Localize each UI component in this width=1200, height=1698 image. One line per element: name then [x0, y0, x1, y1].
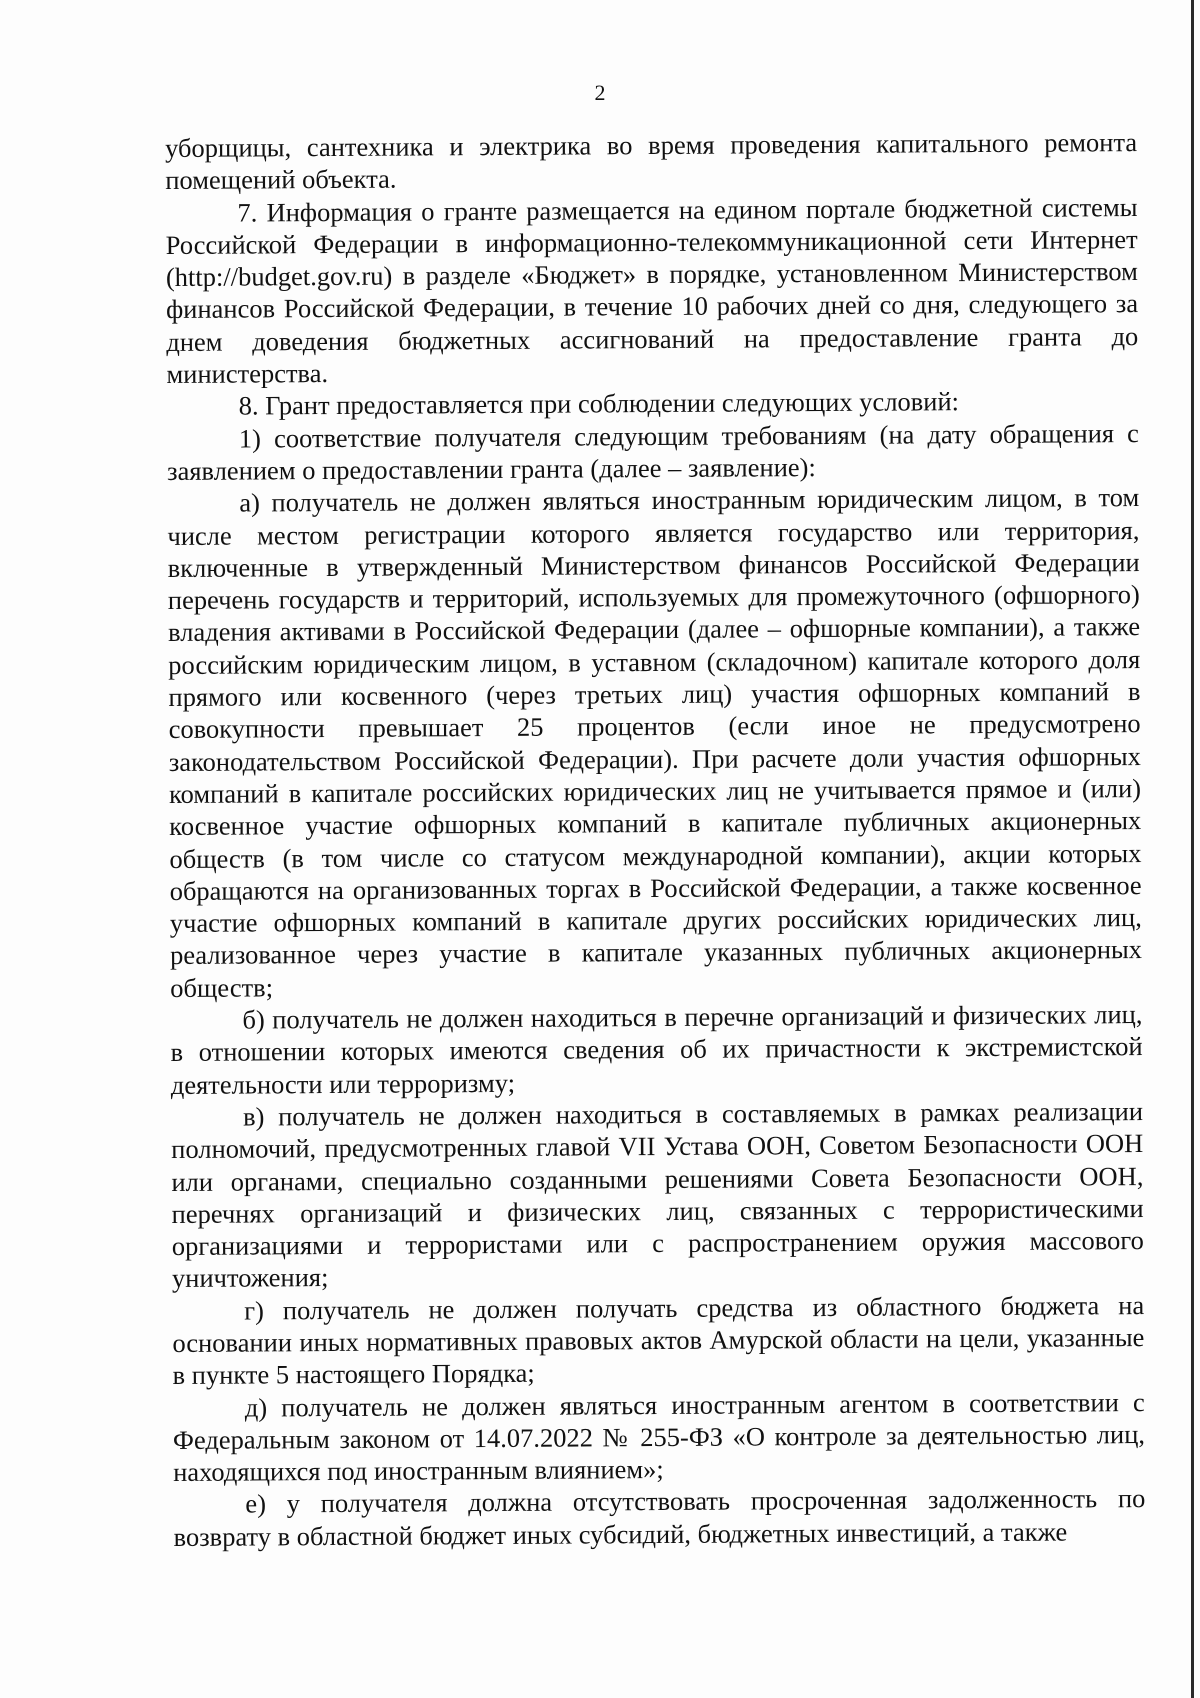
paragraph-subitem-1: 1) соответствие получателя следующим требованиям (на дату обращения с заявлением о предоставлении гранта (далее – заявление):	[166, 417, 1139, 486]
paragraph-subitem-b: б) получатель не должен находиться в перечне организаций и физических лиц, в отношении которых имеются сведения об их причастности к экстремистской деятельности или терроризму;	[170, 999, 1143, 1100]
page-number: 2	[594, 80, 606, 105]
paragraph-continuation: уборщицы, сантехника и электрика во время проведения капитального ремонта помещений объекта.	[165, 127, 1138, 196]
paragraph-item-7: 7. Информация о гранте размещается на едином портале бюджетной системы Российской Федерации в информационно-телекоммуникационной сети Интернет (http://budget.gov.ru) в разделе «Бюджет» в порядке, установленном Министерством финансов Российской Федерации, в течение 10 рабочих дней со дня, следующего за днем доведения бюджетных ассигнований на предоставление гранта до министерства.	[165, 191, 1139, 390]
paragraph-subitem-d: д) получатель не должен являться иностранным агентом в соответствии с Федеральным законом от 14.07.2022 № 255-ФЗ «О контроле за деятельностью лиц, находящихся под иностранным влиянием»;	[172, 1386, 1146, 1488]
paragraph-subitem-e: е) у получателя должна отсутствовать просроченная задолженность по возврату в областной бюджет иных субсидий, бюджетных инвестиций, а также	[173, 1483, 1146, 1552]
scan-edge-line	[1191, 0, 1194, 1698]
paragraph-subitem-g: г) получатель не должен получать средства из областного бюджета на основании иных нормативных правовых актов Амурской области на цели, указанные в пункте 5 настоящего Порядка;	[172, 1289, 1145, 1391]
paragraph-item-8: 8. Грант предоставляется при соблюдении следующих условий:	[238, 386, 960, 421]
document-body	[165, 126, 1146, 1553]
paragraph-subitem-v: в) получатель не должен находиться в составляемых в рамках реализации полномочий, предусмотренных главой VII Устава ООН, Советом Безопасности ООН или органами, специально созданными решениями Совета Безопасности ООН, перечнях организаций и физических лиц, связанных с террористическими организациями и террористами или с распространением оружия массового уничтожения;	[171, 1095, 1144, 1294]
paragraph-subitem-a: а) получатель не должен являться иностранным юридическим лицом, в том числе местом регистрации которого является государство или территория, включенные в утвержденный Министерством финансов Российской Федерации перечень государств и территорий, используемых для промежуточного (офшорного) владения активами в Российской Федерации (далее – офшорные компании), а также российским юридическим лицом, в уставном (складочном) капитале которого доля прямого или косвенного (через третьих лиц) участия офшорных компаний в совокупности превышает 25 процентов (если иное не предусмотрено законодательством Российской Федерации). При расчете доли участия офшорных компаний в капитале российских юридических лиц не учитывается прямое и (или) косвенное участие офшорных компаний в капитале публичных акционерных обществ (в том числе со статусом международной компании), акции которых обращаются на организованных торгах в Российской Федерации, а также косвенное участие офшорных компаний в капитале других российских юридических лиц, реализованное через участие в капитале указанных публичных акционерных обществ;	[167, 482, 1143, 1003]
